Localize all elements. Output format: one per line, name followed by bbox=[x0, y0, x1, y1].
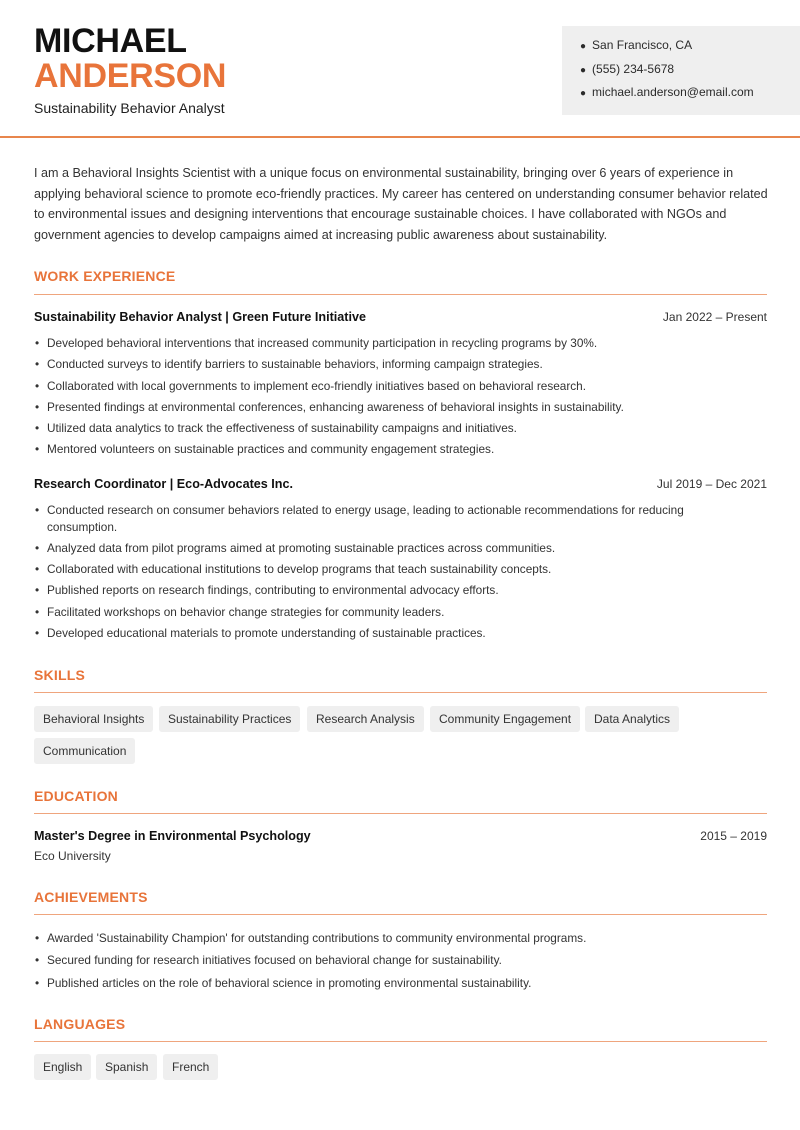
education-degree: Master's Degree in Environmental Psychology bbox=[34, 829, 311, 843]
section-title-work: WORK EXPERIENCE bbox=[34, 268, 176, 284]
skill-tag: Research Analysis bbox=[307, 706, 424, 732]
skill-tag: Data Analytics bbox=[585, 706, 679, 732]
list-item: • Conducted surveys to identify barriers to sustainable behaviors, informing campaign strategies. bbox=[34, 356, 754, 373]
list-item: • Conducted research on consumer behaviors related to energy usage, leading to actionable recommendations for reducing consumption. bbox=[34, 502, 724, 535]
contact-email[interactable]: ● michael.anderson@email.com bbox=[580, 85, 754, 99]
section-title-education: EDUCATION bbox=[34, 788, 118, 804]
list-item: • Presented findings at environmental conferences, enhancing awareness of behavioral insights in sustainability. bbox=[34, 399, 754, 416]
section-divider bbox=[34, 914, 767, 915]
bullet-icon: ● bbox=[580, 41, 587, 52]
language-tag: Spanish bbox=[96, 1054, 157, 1080]
resume-header bbox=[0, 0, 800, 138]
professional-summary: I am a Behavioral Insights Scientist with a unique focus on environmental sustainability, bringing over 6 years of experience in applying behavioral science to promote eco-friendly practices. My career has centered on understanding consumer behavior related to environmental issues and designing interventions that encourage sustainable choices. I have collaborated with NGOs and government agencies to develop campaigns aimed at increasing public awareness about sustainability. bbox=[34, 166, 768, 243]
education-school: Eco University bbox=[34, 849, 111, 863]
skill-tag: Behavioral Insights bbox=[34, 706, 153, 732]
job-title-headline: Sustainability Behavior Analyst bbox=[34, 100, 225, 116]
list-item: • Developed behavioral interventions that increased community participation in recycling programs by 30%. bbox=[34, 335, 754, 352]
list-item: • Published articles on the role of behavioral science in promoting environmental sustainability. bbox=[34, 975, 754, 992]
section-title-achievements: ACHIEVEMENTS bbox=[34, 889, 148, 905]
job-1-dates: Jan 2022 – Present bbox=[662, 310, 767, 324]
contact-phone: ● (555) 234-5678 bbox=[580, 61, 675, 76]
first-name: MICHAEL bbox=[34, 22, 187, 60]
candidate-name bbox=[34, 24, 226, 94]
job-1-title: Sustainability Behavior Analyst | Green Future Initiative bbox=[34, 310, 366, 324]
list-item: • Collaborated with educational institutions to develop programs that teach sustainability concepts. bbox=[34, 561, 724, 578]
job-2-bullets bbox=[34, 502, 724, 641]
section-title-languages: LANGUAGES bbox=[34, 1016, 126, 1032]
section-divider bbox=[34, 294, 767, 295]
contact-location: ● San Francisco, CA bbox=[580, 38, 693, 52]
section-divider bbox=[34, 692, 767, 693]
job-2-dates: Jul 2019 – Dec 2021 bbox=[656, 477, 767, 491]
list-item: • Published reports on research findings, contributing to environmental advocacy efforts. bbox=[34, 582, 724, 599]
skill-tag: Communication bbox=[34, 738, 135, 764]
last-name: ANDERSON bbox=[34, 57, 227, 95]
list-item: • Analyzed data from pilot programs aimed at promoting sustainable practices across communities. bbox=[34, 540, 724, 557]
list-item: • Collaborated with local governments to implement eco-friendly initiatives based on behavioral research. bbox=[34, 378, 754, 395]
list-item: • Developed educational materials to promote understanding of sustainable practices. bbox=[34, 625, 724, 642]
section-divider bbox=[34, 813, 767, 814]
contact-box bbox=[562, 26, 800, 115]
language-tag: English bbox=[34, 1054, 91, 1080]
job-2-title: Research Coordinator | Eco-Advocates Inc. bbox=[34, 477, 293, 491]
list-item: • Awarded 'Sustainability Champion' for outstanding contributions to community environmental programs. bbox=[34, 930, 754, 947]
job-1-bullets bbox=[34, 335, 754, 458]
skill-tag: Sustainability Practices bbox=[159, 706, 300, 732]
skill-tag: Community Engagement bbox=[430, 706, 580, 732]
achievements-list bbox=[34, 930, 754, 991]
section-title-skills: SKILLS bbox=[34, 667, 85, 683]
bullet-icon: ● bbox=[580, 88, 587, 99]
list-item: • Mentored volunteers on sustainable practices and community engagement strategies. bbox=[34, 441, 754, 458]
list-item: • Secured funding for research initiatives focused on behavioral change for sustainability. bbox=[34, 952, 754, 969]
bullet-icon: ● bbox=[580, 64, 587, 76]
contact-list bbox=[580, 39, 754, 110]
section-divider bbox=[34, 1041, 767, 1042]
language-tag: French bbox=[163, 1054, 218, 1080]
education-dates: 2015 – 2019 bbox=[700, 829, 767, 843]
list-item: • Facilitated workshops on behavior change strategies for community leaders. bbox=[34, 604, 724, 621]
list-item: • Utilized data analytics to track the effectiveness of sustainability campaigns and initiatives. bbox=[34, 420, 754, 437]
